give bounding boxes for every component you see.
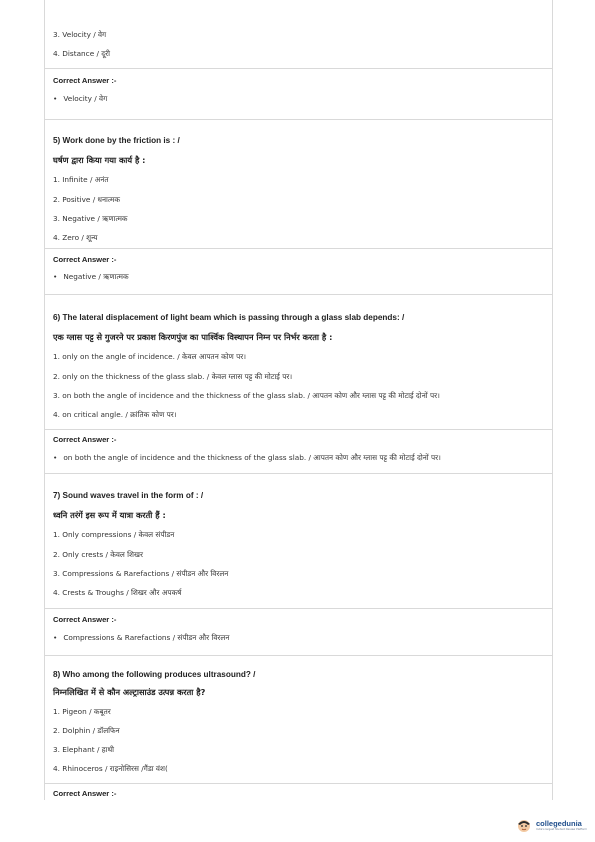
question-4-fragment — [45, 0, 552, 69]
option-4: 4. Rhinoceros / राइनोसिरस /गैंडा वंश( — [53, 764, 168, 773]
correct-answer-box — [45, 609, 552, 656]
correct-answer-label: Correct Answer :- — [53, 435, 117, 444]
option-4: 4. Distance / दूरी — [53, 49, 111, 58]
correct-answer-box — [45, 784, 552, 802]
question-5 — [45, 120, 552, 249]
option-1: 1. Infinite / अनंत — [53, 175, 109, 184]
option-1: 1. only on the angle of incidence. / केवल आपतन कोण पर। — [53, 352, 247, 361]
option-3: 3. Velocity / वेग — [53, 30, 107, 39]
option-2: 2. only on the thickness of the glass slab. / केवल ग्लास पट्ट की मोटाई पर। — [53, 372, 293, 381]
logo-tagline: India's largest Student Review Platform — [536, 828, 588, 831]
question-title-hindi: निम्नलिखित में से कौन अल्ट्रासाउंड उत्पन्न करता है? — [53, 687, 206, 697]
option-3: 3. Compressions & Rarefactions / संपीडन और विरलन — [53, 569, 229, 578]
question-title: 5) Work done by the friction is : / — [53, 136, 180, 145]
question-title: 6) The lateral displacement of light beam which is passing through a glass slab depends: / — [53, 313, 405, 322]
correct-answer-label: Correct Answer :- — [53, 255, 117, 264]
option-4: 4. on critical angle. / क्रांतिक कोण पर। — [53, 410, 177, 419]
question-title-hindi: ध्वनि तरंगें इस रूप में यात्रा करती हैं : — [53, 510, 166, 520]
correct-answer-value: • Negative / ऋणात्मक — [53, 272, 129, 282]
correct-answer-value: • on both the angle of incidence and the thickness of the glass slab. / आपतन कोण और ग्लास पट्ट की मोटाई दोनों पर। — [53, 453, 441, 463]
correct-answer-box — [45, 249, 552, 295]
question-paper-page — [44, 0, 553, 800]
question-title-hindi: एक ग्लास पट्ट से गुजरने पर प्रकाश किरणपुंज का पार्श्विक विस्थापन निम्न पर निर्भर करता है : — [53, 332, 333, 342]
question-title: 7) Sound waves travel in the form of : / — [53, 491, 204, 500]
option-3: 3. on both the angle of incidence and the thickness of the glass slab. / आपतन कोण और ग्लास पट्ट की मोटाई दोनों पर। — [53, 391, 440, 400]
logo-mascot-icon — [516, 817, 532, 833]
question-6 — [45, 295, 552, 430]
option-3: 3. Negative / ऋणात्मक — [53, 214, 128, 223]
correct-answer-box — [45, 430, 552, 474]
logo-name: collegedunia — [536, 819, 582, 828]
option-1: 1. Pigeon / कबूतर — [53, 707, 111, 716]
question-7 — [45, 474, 552, 609]
correct-answer-label: Correct Answer :- — [53, 615, 117, 624]
correct-answer-value: • Velocity / वेग — [53, 94, 107, 104]
option-1: 1. Only compressions / केवल संपीडन — [53, 530, 175, 539]
correct-answer-value: • Compressions & Rarefactions / संपीडन और विरलन — [53, 633, 229, 643]
question-title-hindi: घर्षण द्वारा किया गया कार्य है : — [53, 155, 146, 165]
question-8 — [45, 656, 552, 784]
option-2: 2. Positive / धनात्मक — [53, 195, 120, 204]
option-2: 2. Dolphin / डॉलफिन — [53, 726, 120, 735]
collegedunia-logo — [516, 816, 587, 834]
correct-answer-box — [45, 69, 552, 120]
option-4: 4. Crests & Troughs / शिखर और अपकर्ष — [53, 588, 182, 597]
question-title: 8) Who among the following produces ultrasound? / — [53, 670, 256, 679]
correct-answer-label: Correct Answer :- — [53, 76, 117, 85]
option-4: 4. Zero / शून्य — [53, 233, 98, 242]
option-3: 3. Elephant / हाथी — [53, 745, 115, 754]
correct-answer-label: Correct Answer :- — [53, 789, 117, 798]
option-2: 2. Only crests / केवल शिखर — [53, 550, 143, 559]
